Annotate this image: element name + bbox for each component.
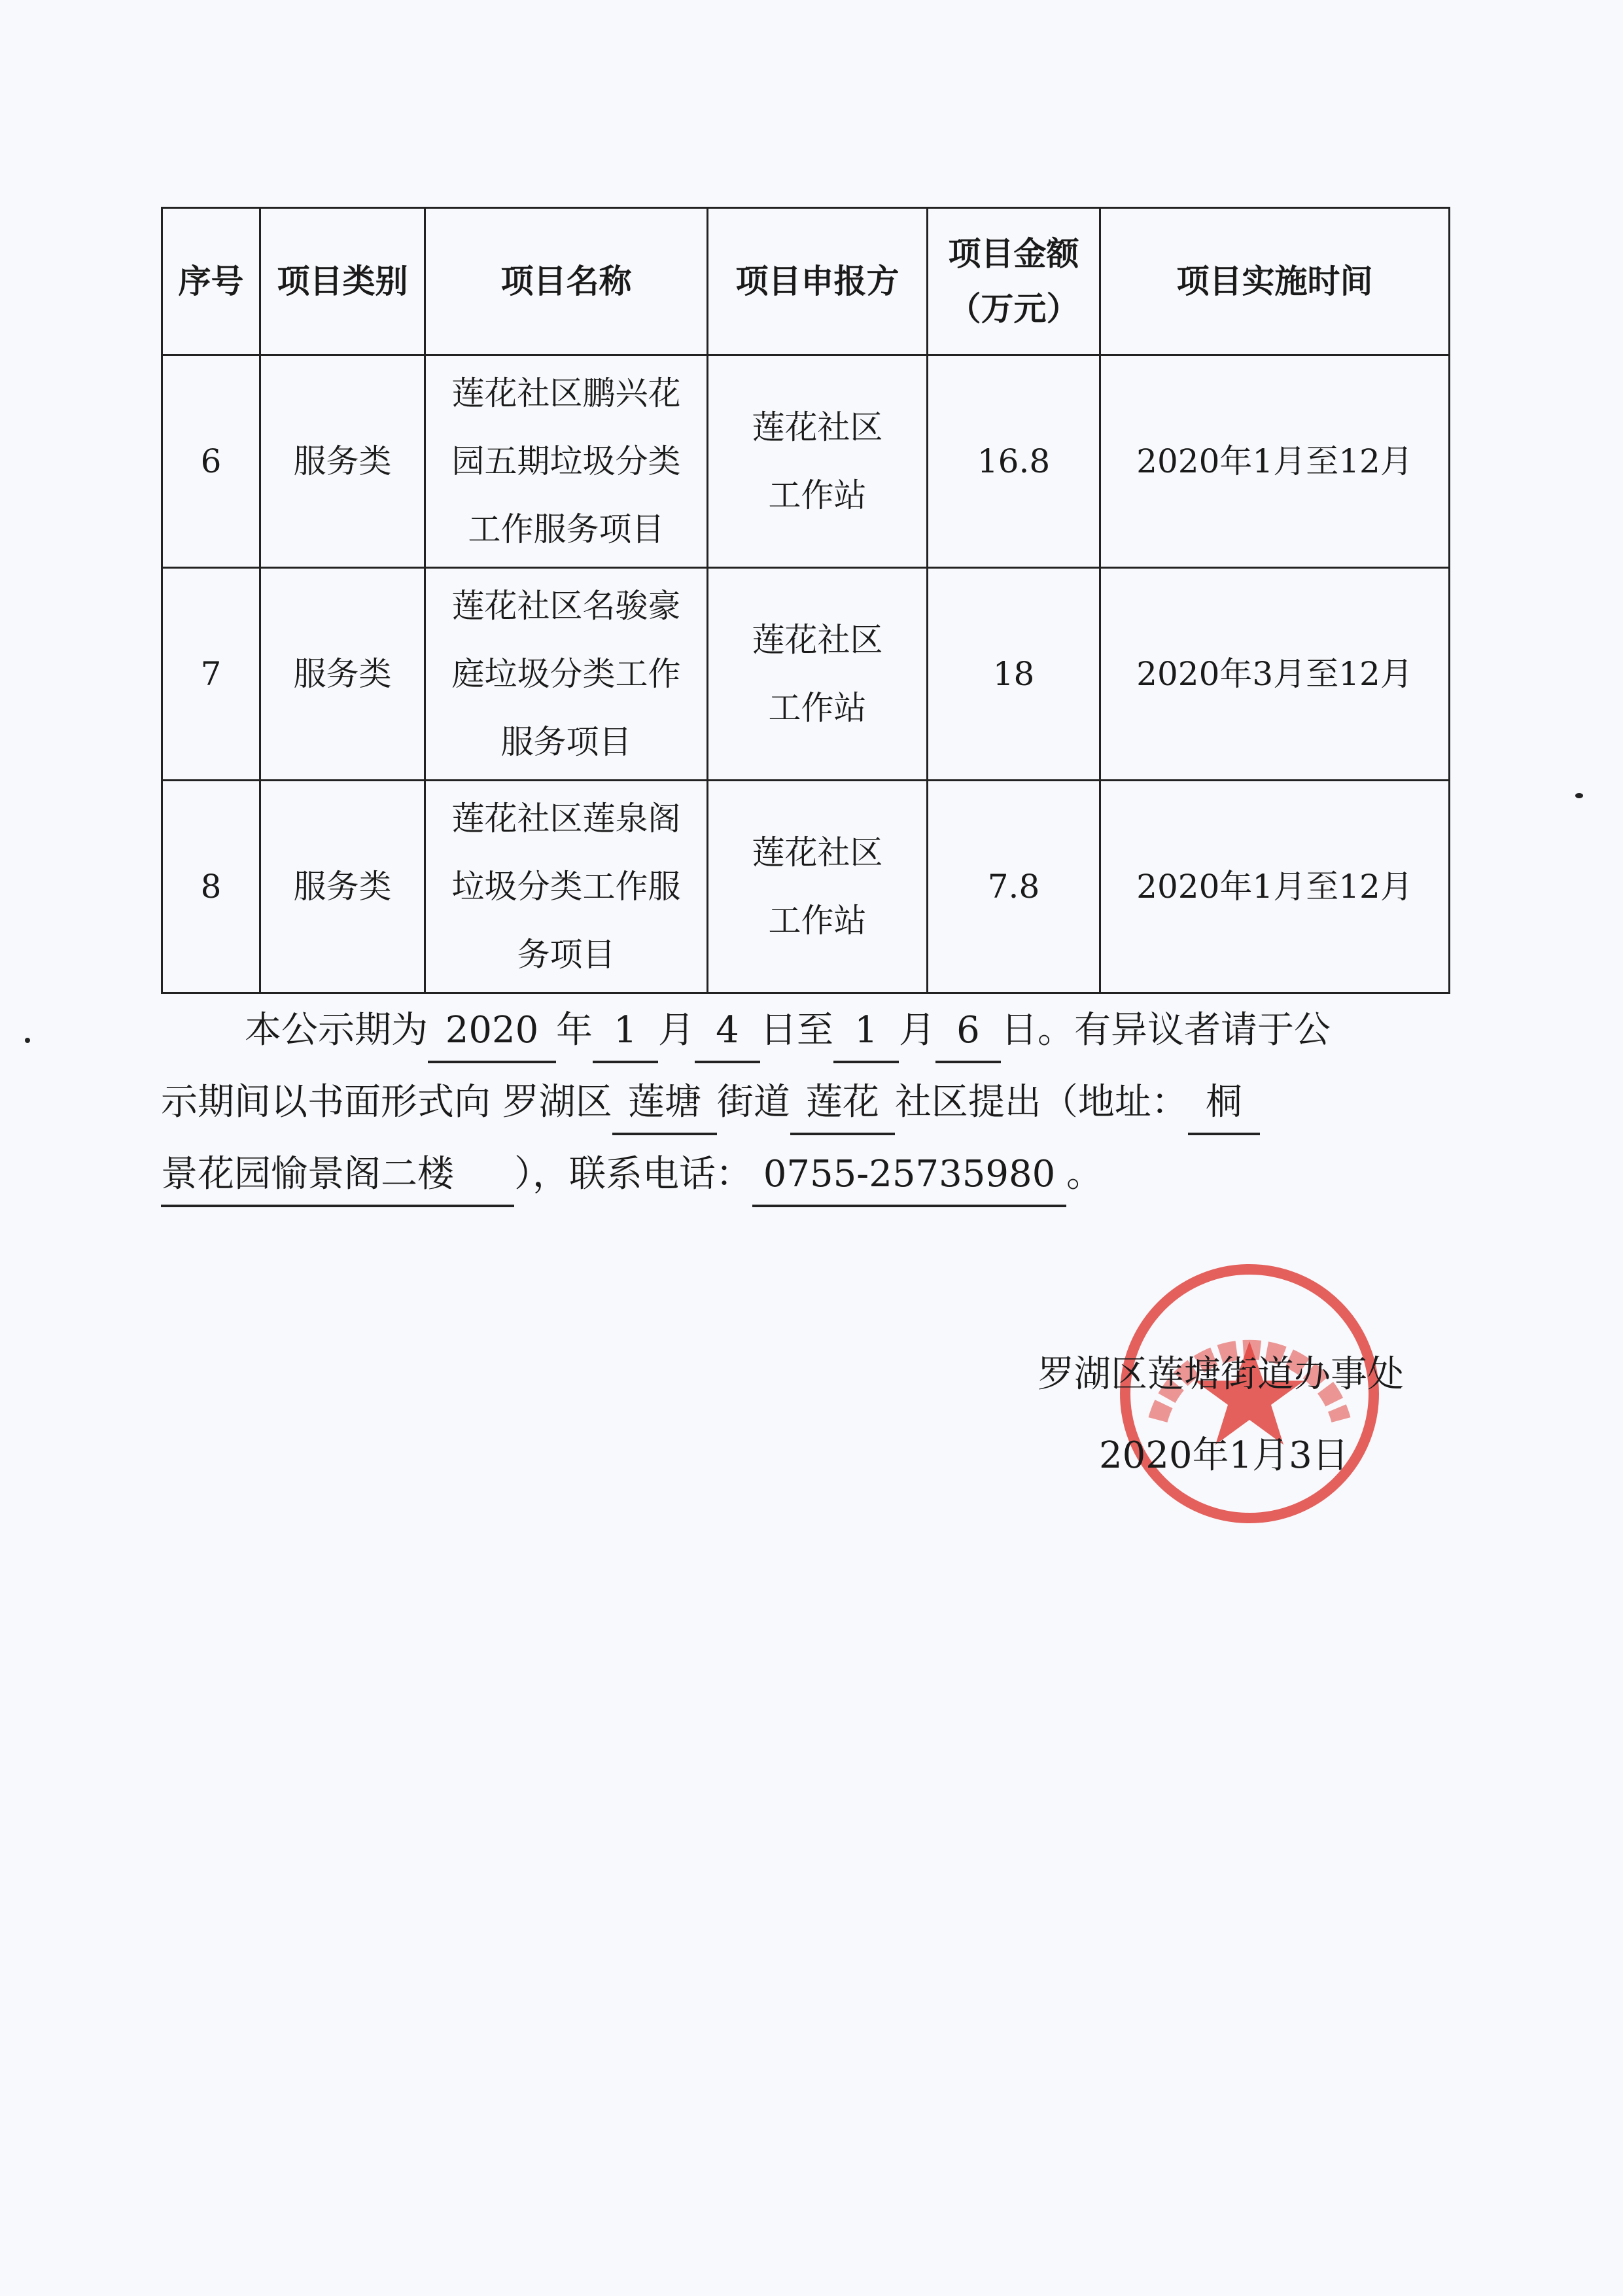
notice-street: 莲塘 [612,1072,717,1135]
row-name-line: 工作服务项目 [468,510,665,548]
table-row [162,781,1450,993]
notice-text: 。 [1066,1153,1103,1195]
row-applicant-line: 莲花社区 [752,621,883,659]
issue-date: 2020年1月3日 [1099,1434,1349,1477]
table-header-row [162,208,1450,355]
row-category: 服务类 [260,781,425,993]
notice-address-part2: 景花园愉景阁二楼 [161,1144,514,1207]
notice-text: 示期间以书面形式向 罗湖区 [161,1081,612,1123]
notice-end-month: 1 [833,1000,899,1063]
row-applicant [708,568,928,781]
header-amount-line2: （万元） [948,289,1079,328]
row-period: 2020年1月至12月 [1100,781,1450,993]
row-applicant-line: 工作站 [768,902,867,940]
projects-table [161,207,1450,994]
row-applicant-line: 工作站 [768,476,867,514]
row-name-line: 莲花社区鹏兴花 [451,374,681,412]
notice-address-part1: 桐 [1188,1072,1260,1135]
notice-line-3 [161,1139,1448,1210]
scan-speck [1575,793,1583,798]
row-name-line: 莲花社区名骏豪 [451,587,681,625]
notice-text: 日至 [760,1009,833,1051]
row-name-line: 务项目 [517,936,616,974]
table-row [162,355,1450,568]
row-amount: 7.8 [928,781,1100,993]
notice-text: 月 [658,1009,695,1051]
row-applicant [708,355,928,568]
issuer-name: 罗湖区莲塘街道办事处 [1038,1353,1404,1396]
header-applicant: 项目申报方 [708,208,928,355]
row-applicant [708,781,928,993]
notice-paragraph [161,995,1448,1210]
row-applicant-line: 莲花社区 [752,834,883,872]
scan-speck [25,1038,30,1043]
header-amount-line1: 项目金额 [948,234,1079,273]
notice-end-day: 6 [935,1000,1001,1063]
notice-text: 本公示期为 [245,1009,428,1051]
header-category: 项目类别 [260,208,425,355]
row-name-line: 园五期垃圾分类 [451,442,681,480]
notice-line-2 [161,1067,1448,1139]
notice-text: 街道 [716,1081,790,1123]
row-name [425,355,708,568]
row-category: 服务类 [260,355,425,568]
row-name-line: 垃圾分类工作服 [451,868,681,906]
header-name: 项目名称 [425,208,708,355]
row-seq: 6 [162,355,260,568]
row-seq: 7 [162,568,260,781]
row-name-line: 服务项目 [500,723,632,761]
row-name [425,781,708,993]
header-period: 项目实施时间 [1100,208,1450,355]
row-amount: 18 [928,568,1100,781]
notice-text: ），联系电话： [514,1153,752,1195]
notice-start-day: 4 [695,1000,760,1063]
notice-text: 年 [556,1009,593,1051]
notice-text: 月 [899,1009,935,1051]
row-period: 2020年3月至12月 [1100,568,1450,781]
notice-phone: 0755-25735980 [752,1144,1066,1207]
notice-text: 社区提出（地址： [894,1081,1188,1123]
row-name-line: 莲花社区莲泉阁 [451,800,681,838]
table-row [162,568,1450,781]
header-amount [928,208,1100,355]
row-period: 2020年1月至12月 [1100,355,1450,568]
row-name-line: 庭垃圾分类工作 [451,655,681,693]
header-seq: 序号 [162,208,260,355]
row-seq: 8 [162,781,260,993]
notice-line-1 [161,995,1448,1067]
row-category: 服务类 [260,568,425,781]
row-amount: 16.8 [928,355,1100,568]
notice-text: 日。有异议者请于公 [1001,1009,1331,1051]
notice-start-year: 2020 [428,1000,556,1063]
row-applicant-line: 莲花社区 [752,408,883,446]
row-name [425,568,708,781]
notice-community: 莲花 [790,1072,895,1135]
row-applicant-line: 工作站 [768,689,867,727]
notice-start-month: 1 [593,1000,658,1063]
